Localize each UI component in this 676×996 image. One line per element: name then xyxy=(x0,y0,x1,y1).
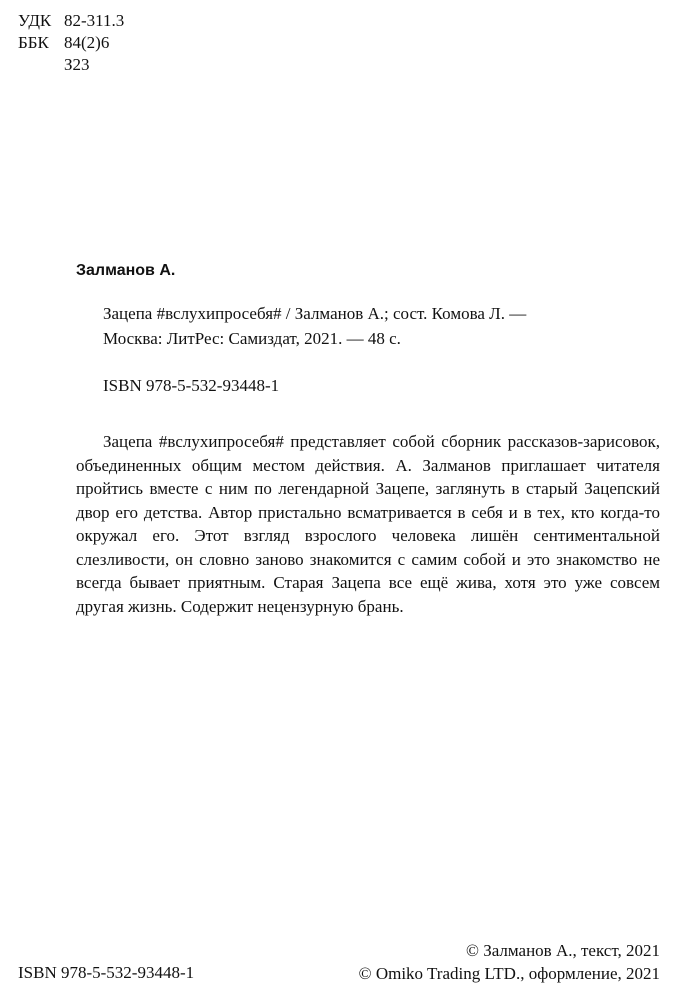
author-mark: З23 xyxy=(64,55,90,74)
bibliographic-description xyxy=(103,301,663,351)
bbk-row xyxy=(18,32,124,54)
copyright-text-line: © Залманов А., текст, 2021 xyxy=(466,941,660,960)
copyright-design-line: © Omiko Trading LTD., оформление, 2021 xyxy=(358,964,660,983)
author-mark-row xyxy=(18,54,124,76)
udk-label: УДК xyxy=(18,11,52,30)
isbn: ISBN 978-5-532-93448-1 xyxy=(103,376,280,395)
author-heading: Залманов А. xyxy=(76,262,176,279)
classification-block xyxy=(18,10,124,76)
footer-isbn: ISBN 978-5-532-93448-1 xyxy=(18,963,195,982)
udk-value: 82-311.3 xyxy=(64,11,125,30)
copyright-block xyxy=(359,939,660,985)
bbk-label: ББК xyxy=(18,33,49,52)
bibliographic-line-2: Москва: ЛитРес: Самиздат, 2021. — 48 с. xyxy=(103,329,401,348)
annotation: Зацепа #вслухипросебя# представляет собой сборник рассказов-зарисовок, объединенных общим местом действия. А. Залманов приглашает читателя пройтись вместе с ним по легендарной Зацепе, заглянуть в старый Зацепский двор его детства. Автор пристально всматривается в себя и в тех, кто когда-то окружал его. Этот взгляд взрослого человека лишён сентиментальной слезливости, он словно заново знакомится с самим собой и это знакомство не всегда бывает приятным. Старая Зацепа все ещё жива, хотя это уже совсем другая жизнь. Содержит нецензурную брань. xyxy=(76,432,660,616)
bbk-value: 84(2)6 xyxy=(64,33,110,52)
udk-row xyxy=(18,10,124,32)
bibliographic-line-1: Зацепа #вслухипросебя# / Залманов А.; сост. Комова Л. — xyxy=(103,304,527,323)
